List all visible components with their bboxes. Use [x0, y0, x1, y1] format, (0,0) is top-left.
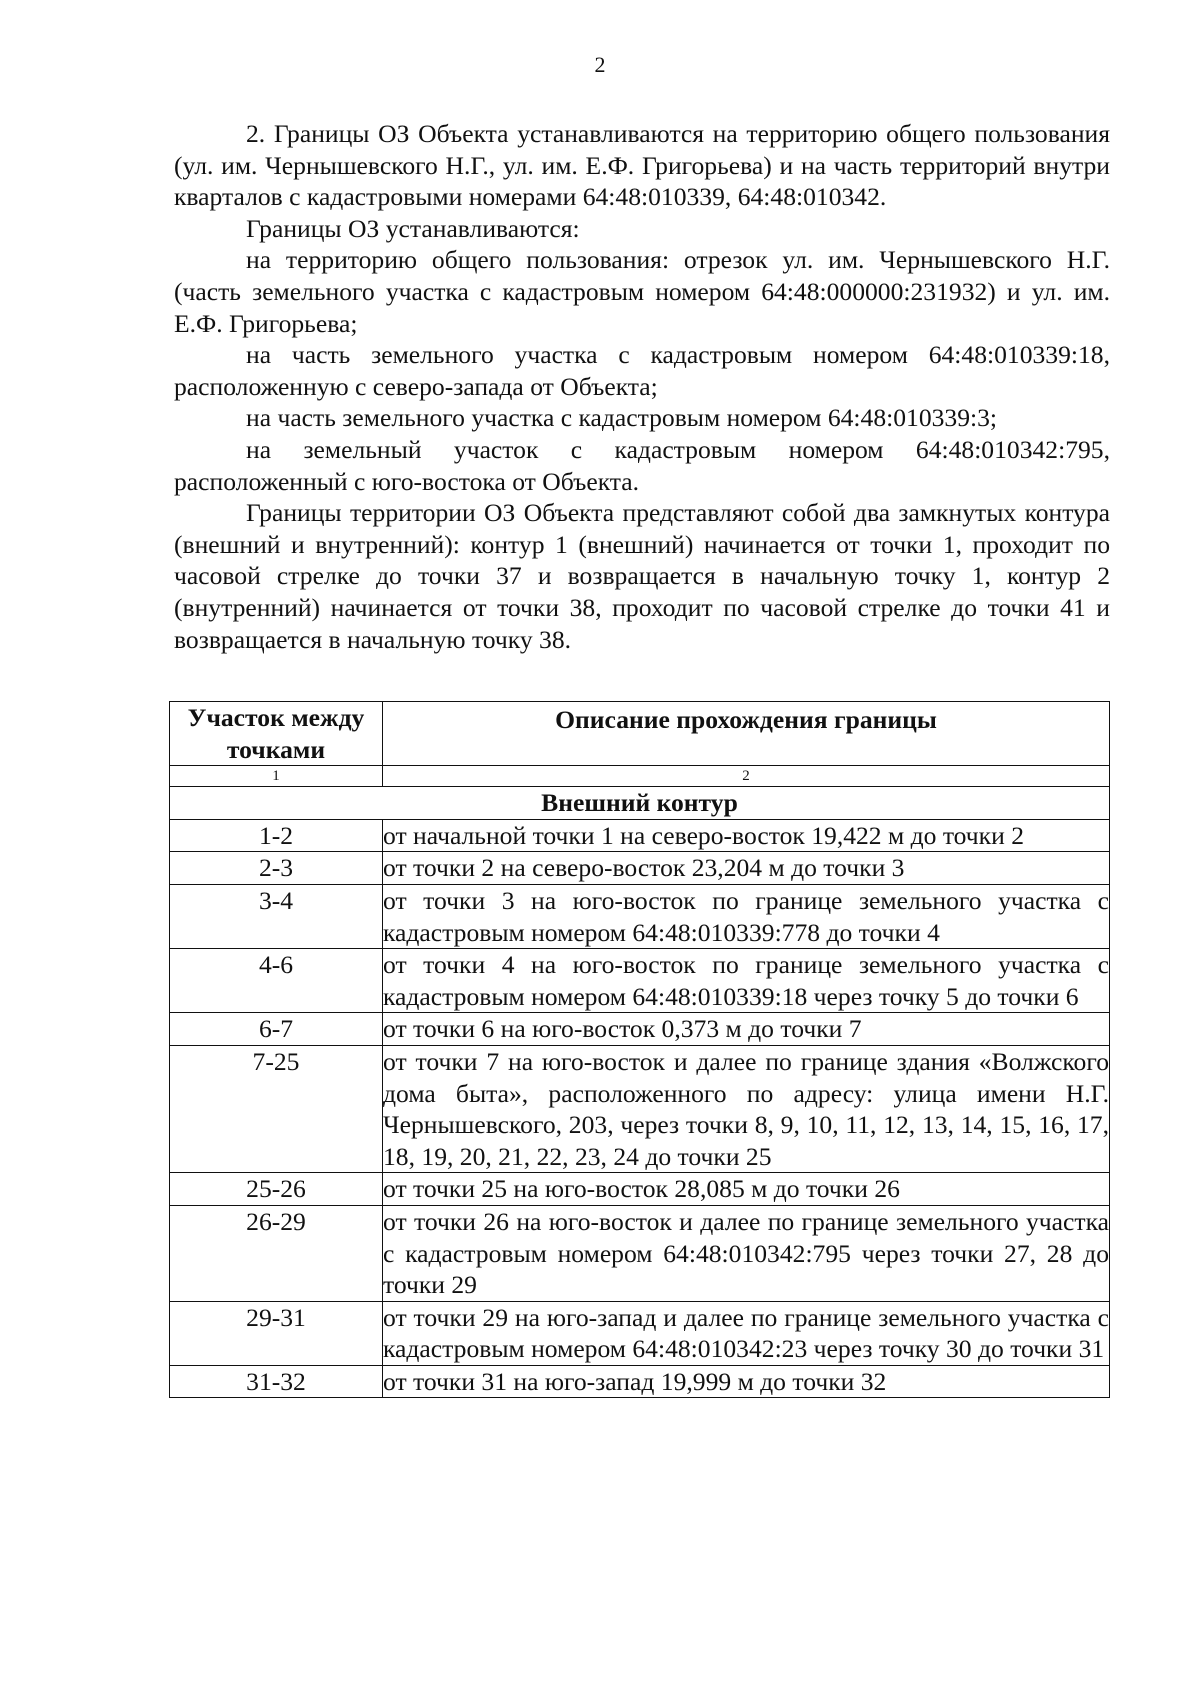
description-cell: от начальной точки 1 на северо-восток 19,422 м до точки 2	[383, 819, 1110, 852]
table-row	[170, 949, 1110, 1013]
description-cell: от точки 3 на юго-восток по границе земельного участка с кадастровым номером 64:48:010339:778 до точки 4	[383, 884, 1110, 948]
description-cell: от точки 6 на юго-восток 0,373 м до точки 7	[383, 1013, 1110, 1046]
table-row	[170, 1045, 1110, 1172]
column-number: 2	[383, 766, 1110, 787]
segment-cell: 6-7	[170, 1013, 383, 1046]
section-title: Внешний контур	[170, 787, 1110, 820]
description-cell: от точки 25 на юго-восток 28,085 м до точки 26	[383, 1173, 1110, 1206]
paragraph: на территорию общего пользования: отрезок ул. им. Чернышевского Н.Г. (часть земельного участка с кадастровым номером 64:48:000000:231932) и ул. им. Е.Ф. Григорьева;	[174, 245, 1110, 338]
segment-cell: 1-2	[170, 819, 383, 852]
description-cell: от точки 2 на северо-восток 23,204 м до точки 3	[383, 852, 1110, 885]
paragraph: на часть земельного участка с кадастровым номером 64:48:010339:3;	[246, 403, 998, 433]
description-cell: от точки 29 на юго-запад и далее по границе земельного участка с кадастровым номером 64:48:010342:23 через точку 30 до точки 31	[383, 1301, 1110, 1365]
paragraph: Границы ОЗ устанавливаются:	[246, 213, 580, 243]
boundary-table	[169, 701, 1110, 1398]
body-text	[174, 118, 1110, 655]
column-number-row	[170, 766, 1110, 787]
page-number: 2	[594, 52, 606, 77]
segment-cell: 31-32	[170, 1365, 383, 1398]
description-cell: от точки 26 на юго-восток и далее по границе земельного участка с кадастровым номером 64:48:010342:795 через точки 27, 28 до точки 29	[383, 1205, 1110, 1301]
paragraph: 2. Границы ОЗ Объекта устанавливаются на территорию общего пользования (ул. им. Чернышевского Н.Г., ул. им. Е.Ф. Григорьева) и на часть территорий внутри кварталов с кадастровыми номерами 64:48:010339, 64:48:010342.	[174, 119, 1110, 212]
segment-cell: 26-29	[170, 1205, 383, 1301]
description-cell: от точки 4 на юго-восток по границе земельного участка с кадастровым номером 64:48:010339:18 через точку 5 до точки 6	[383, 949, 1110, 1013]
table-row	[170, 1205, 1110, 1301]
segment-cell: 3-4	[170, 884, 383, 948]
segment-cell: 25-26	[170, 1173, 383, 1206]
description-cell: от точки 31 на юго-запад 19,999 м до точки 32	[383, 1365, 1110, 1398]
table-row	[170, 819, 1110, 852]
column-number: 1	[170, 766, 383, 787]
paragraph: на часть земельного участка с кадастровым номером 64:48:010339:18, расположенную с северо-запада от Объекта;	[174, 340, 1110, 401]
paragraph: Границы территории ОЗ Объекта представляют собой два замкнутых контура (внешний и внутренний): контур 1 (внешний) начинается от точки 1, проходит по часовой стрелке до точки 37 и возвращается в начальную точку 1, контур 2 (внутренний) начинается от точки 38, проходит по часовой стрелке до точки 41 и возвращается в начальную точку 38.	[174, 498, 1110, 654]
segment-cell: 7-25	[170, 1045, 383, 1172]
paragraph: на земельный участок с кадастровым номером 64:48:010342:795, расположенный с юго-востока от Объекта.	[174, 434, 1110, 496]
header-description: Описание прохождения границы	[383, 702, 1110, 766]
table-row	[170, 1013, 1110, 1046]
table-row	[170, 1173, 1110, 1206]
table-row	[170, 852, 1110, 885]
table-row	[170, 1365, 1110, 1398]
segment-cell: 4-6	[170, 949, 383, 1013]
header-segment: Участок между точками	[170, 702, 383, 766]
table-row	[170, 1301, 1110, 1365]
table-row	[170, 884, 1110, 948]
description-cell: от точки 7 на юго-восток и далее по границе здания «Волжского дома быта», расположенного по адресу: улица имени Н.Г. Чернышевского, 203, через точки 8, 9, 10, 11, 12, 13, 14, 15, 16, 17, 18, 19, 20, 21, 22, 23, 24 до точки 25	[383, 1045, 1110, 1172]
segment-cell: 29-31	[170, 1301, 383, 1365]
table-header-row	[170, 702, 1110, 766]
segment-cell: 2-3	[170, 852, 383, 885]
section-row	[170, 787, 1110, 820]
